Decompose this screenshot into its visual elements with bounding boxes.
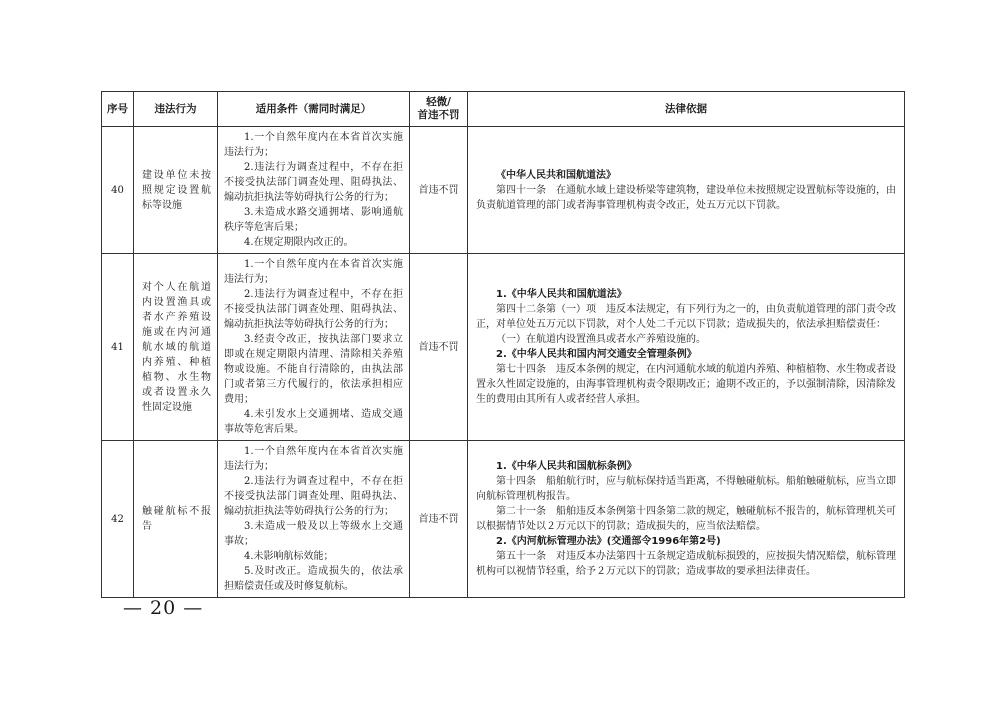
condition-item: 5.及时改正。造成损失的，依法承担赔偿责任或及时修复航标。 xyxy=(224,566,403,592)
table-header-row xyxy=(102,92,905,127)
condition-item: 1.一个自然年度内在本省首次实施违法行为； xyxy=(224,446,403,472)
law-title: 2.《中华人民共和国内河交通安全管理条例》 xyxy=(496,349,697,360)
header-no: 序号 xyxy=(102,92,134,127)
condition-item: 4.未影响航标效能； xyxy=(244,551,334,562)
law-title: 1.《中华人民共和国航道法》 xyxy=(496,289,627,300)
header-law: 法律依据 xyxy=(468,92,905,127)
law-article: 第七十四条 违反本条例的规定，在内河通航水域的航道内养殖、种植植物、水生物或者设置永久性固定设施的，由海事管理机构责令限期改正；逾期不改正的，予以强制清除，因清除发生的费用由其所有人或者经营人承担。 xyxy=(476,364,896,405)
table-body xyxy=(102,127,905,598)
conditions-cell xyxy=(218,441,410,598)
conditions-cell xyxy=(218,127,410,254)
condition-item: 1.一个自然年度内在本省首次实施违法行为； xyxy=(224,259,403,285)
violation-text: 建设单位未按照规定设置航标等设施 xyxy=(134,127,218,254)
penalty-table xyxy=(101,91,905,598)
legal-basis-cell xyxy=(468,441,905,598)
law-article: 第二十一条 船舶违反本条例第十四条第二款的规定，触碰航标不报告的，航标管理机关可以根据情节处以２万元以下的罚款；造成损失的，应当依法赔偿。 xyxy=(476,506,896,532)
law-article: （一）在航道内设置渔具或者水产养殖设施的。 xyxy=(496,334,706,345)
page-number: — 20 — xyxy=(123,597,204,619)
condition-item: 3.经责令改正，按执法部门要求立即或在规定期限内清理、清除相关养殖物或设施。不能自行清除的，由执法部门或者第三方代履行的，依法承担相应费用； xyxy=(224,334,403,405)
condition-item: 2.违法行为调查过程中，不存在拒不接受执法部门调查处理、阻碍执法、煽动抗拒执法等妨碍执行公务的行为； xyxy=(224,289,403,330)
condition-item: 1.一个自然年度内在本省首次实施违法行为； xyxy=(224,132,403,158)
table-row xyxy=(102,254,905,441)
law-article: 第五十一条 对违反本办法第四十五条规定造成航标损毁的，应按损失情况赔偿，航标管理机构可以视情节轻重，给予２万元以下的罚款；造成事故的要承担法律责任。 xyxy=(476,551,896,577)
condition-item: 4.在规定期限内改正的。 xyxy=(244,237,354,248)
condition-item: 2.违法行为调查过程中，不存在拒不接受执法部门调查处理、阻碍执法、煽动抗拒执法等妨碍执行公务的行为； xyxy=(224,162,403,203)
legal-basis-cell xyxy=(468,254,905,441)
header-penalty-line2: 首违不罚 xyxy=(417,109,460,121)
row-number: 40 xyxy=(102,127,134,254)
conditions-cell xyxy=(218,254,410,441)
law-title: 2.《内河航标管理办法》(交通部令1996年第2号) xyxy=(496,536,721,547)
header-penalty-line1: 轻微/ xyxy=(426,96,451,108)
penalty-type: 首违不罚 xyxy=(410,254,468,441)
law-title: 《中华人民共和国航道法》 xyxy=(496,169,616,181)
law-article: 第四十二条第（一）项 违反本法规定，有下列行为之一的，由负责航道管理的部门责令改正，对单位处五万元以下罚款，对个人处二千元以下罚款；造成损失的，依法承担赔偿责任： xyxy=(476,304,896,330)
header-conditions: 适用条件（需同时满足） xyxy=(218,92,410,127)
row-number: 41 xyxy=(102,254,134,441)
table-row xyxy=(102,127,905,254)
row-number: 42 xyxy=(102,441,134,598)
penalty-type: 首违不罚 xyxy=(410,127,468,254)
law-article: 第四十一条 在通航水域上建设桥梁等建筑物，建设单位未按照规定设置航标等设施的，由负责航道管理的部门或者海事管理机构责令改正，处五万元以下罚款。 xyxy=(476,184,896,211)
condition-item: 3.未造成一般及以上等级水上交通事故； xyxy=(224,521,403,547)
violation-text: 对个人在航道内设置渔具或者水产养殖设施或在内河通航水域的航道内养殖、种植植物、水生物或者设置永久性固定设施 xyxy=(134,254,218,441)
penalty-type: 首违不罚 xyxy=(410,441,468,598)
violation-text: 触碰航标不报告 xyxy=(134,441,218,598)
condition-item: 4.未引发水上交通拥堵、造成交通事故等危害后果。 xyxy=(224,409,403,435)
condition-item: 2.违法行为调查过程中，不存在拒不接受执法部门调查处理、阻碍执法、煽动抗拒执法等妨碍执行公务的行为； xyxy=(224,476,403,517)
legal-basis-cell xyxy=(468,127,905,254)
law-article: 第十四条 船舶航行时，应与航标保持适当距离，不得触碰航标。船舶触碰航标，应当立即向航标管理机构报告。 xyxy=(476,476,896,502)
header-penalty xyxy=(410,92,468,127)
table-row xyxy=(102,441,905,598)
condition-item: 3.未造成水路交通拥堵、影响通航秩序等危害后果； xyxy=(224,207,403,233)
header-act: 违法行为 xyxy=(134,92,218,127)
law-title: 1.《中华人民共和国航标条例》 xyxy=(496,461,637,472)
